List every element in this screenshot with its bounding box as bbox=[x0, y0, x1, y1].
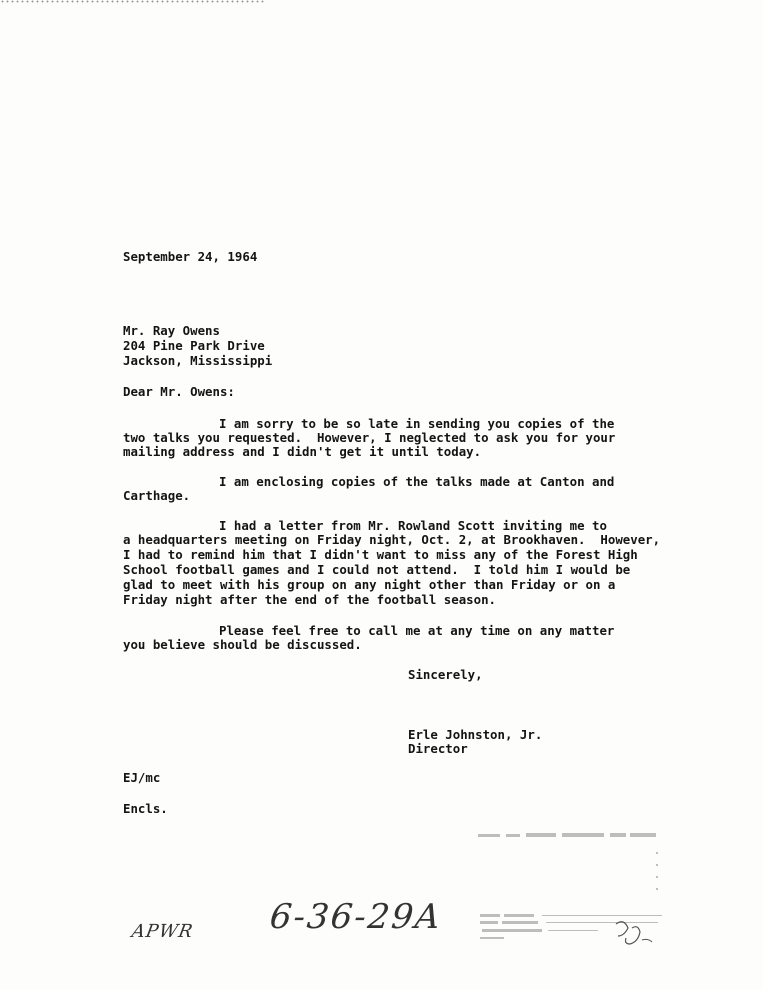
recipient-name: Mr. Ray Owens bbox=[123, 323, 220, 338]
archive-stamp bbox=[466, 828, 666, 958]
recipient-street: 204 Pine Park Drive bbox=[123, 338, 265, 353]
signer-title: Director bbox=[408, 741, 468, 756]
letter-date: September 24, 1964 bbox=[123, 249, 258, 264]
paragraph-line: two talks you requested. However, I neglected to ask you for your bbox=[123, 430, 616, 445]
paragraph-line: Please feel free to call me at any time on any matter bbox=[219, 623, 615, 638]
closing: Sincerely, bbox=[408, 667, 483, 682]
recipient-city: Jackson, Mississippi bbox=[123, 353, 273, 368]
paragraph-line: Carthage. bbox=[123, 488, 191, 503]
paragraph-line: a headquarters meeting on Friday night, Oct. 2, at Brookhaven. However, bbox=[123, 532, 661, 547]
paragraph-line: I am sorry to be so late in sending you copies of the bbox=[219, 416, 615, 431]
paragraph-line: glad to meet with his group on any night other than Friday or on a bbox=[123, 577, 616, 592]
signer-name: Erle Johnston, Jr. bbox=[408, 727, 543, 742]
handwritten-file-number: 6-36-29A bbox=[267, 897, 444, 937]
paragraph-line: I had to remind him that I didn't want to miss any of the Forest High bbox=[123, 547, 638, 562]
handwritten-initials: APWR bbox=[130, 921, 196, 942]
paragraph-line: I had a letter from Mr. Rowland Scott inviting me to bbox=[219, 518, 607, 533]
enclosure-notation: Encls. bbox=[123, 801, 168, 816]
salutation: Dear Mr. Owens: bbox=[123, 384, 235, 399]
paragraph-line: I am enclosing copies of the talks made at Canton and bbox=[219, 474, 615, 489]
paragraph-line: School football games and I could not attend. I told him I would be bbox=[123, 562, 631, 577]
scan-artifact-dots bbox=[0, 0, 265, 3]
paragraph-line: Friday night after the end of the football season. bbox=[123, 592, 496, 607]
paragraph-line: mailing address and I didn't get it until today. bbox=[123, 444, 482, 459]
reference-initials: EJ/mc bbox=[123, 770, 161, 785]
paragraph-line: you believe should be discussed. bbox=[123, 637, 362, 652]
